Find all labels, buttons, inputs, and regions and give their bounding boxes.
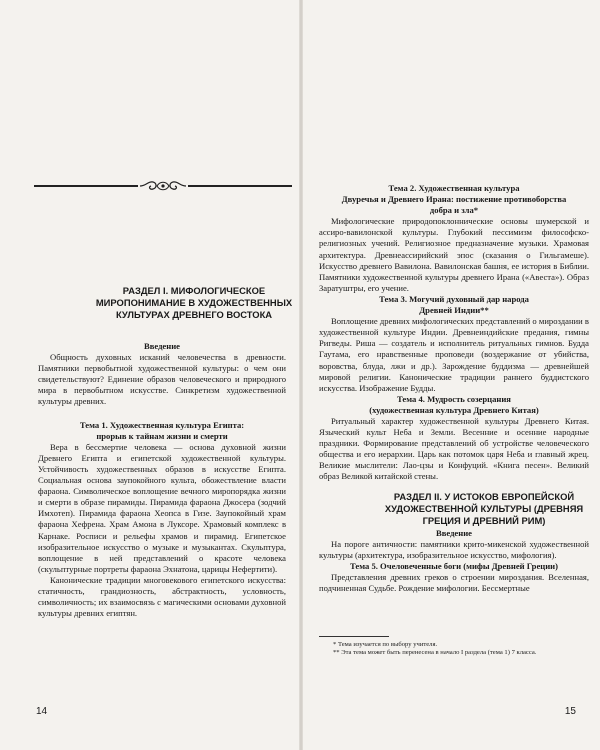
page-number: 14 (36, 706, 48, 717)
page-number: 15 (564, 706, 576, 717)
section-title: РАЗДЕЛ I. МИФОЛОГИЧЕСКОЕ МИРОПОНИМАНИЕ В ХУДОЖЕСТВЕННЫХ КУЛЬТУРАХ ДРЕВНЕГО ВОСТОКА (95, 285, 293, 320)
topic5-heading: Тема 5. Очеловеченные боги (мифы Древней Греции) (350, 560, 558, 571)
topic2-heading: Тема 2. Художественная культура (388, 183, 520, 193)
footnote-rule (319, 636, 389, 637)
topic3-subheading: Древней Индии** (419, 305, 489, 316)
left-page (0, 0, 299, 750)
topic4-subheading: (художественная культура Древнего Китая) (369, 404, 539, 415)
topic1-paragraph-2: Канонические традиции многовекового египетского искусства: статичность, грандиозность, абстрактность, условность, символичность; их взаимосвязь с магическими основами духовной культуры древних египтян. (38, 574, 286, 619)
footnotes (319, 636, 589, 657)
topic4-heading: Тема 4. Мудрость созерцания (397, 393, 511, 404)
topic5-paragraph: Представления древних греков о строении мироздания. Вселенная, подчиненная Судьбе. Рождение мифологии. Бессмертные (319, 571, 589, 593)
intro-paragraph: На пороге античности: памятники крито-микенской художественной культуры (архитектура, изобразительное искусство, мифология). (319, 538, 589, 560)
intro-heading: Введение (144, 341, 180, 351)
footnote: * Тема изучается по выбору учителя. (333, 641, 438, 648)
topic3-heading: Тема 3. Могучий духовный дар народа (379, 293, 529, 304)
footnote: ** Эта тема может быть перенесена в начало I раздела (тема 1) 7 класса. (333, 649, 537, 656)
right-page (303, 0, 600, 750)
topic2-paragraph: Мифологические природопоклоннические основы шумерской и ассиро-вавилонской культуры. Глубокий пессимизм философско-религиозных учений. Религиозное предназначение музыки. Храмовая архитектура. Древнеассирийский эпос (сказания о Гильгамеше). Искусство древнего Вавилона. Вавилонская башня, ее история в Библии. Памятники художественной культуры древнего Ирана («Авеста»). Образ Заратуштры, его учение. (319, 216, 589, 293)
topic1-heading: Тема 1. Художественная культура Египта: (79, 419, 245, 430)
topic1-paragraph: Вера в бессмертие человека — основа духовной жизни Древнего Египта и египетской художественной культуры. Устойчивость художественных образов в искусстве Египта. Социальная основа заупокойного культа, обожествление власти фараона. Символическое воплощение вечного миропорядка жизни и смерти в образе пирамиды. Пирамида фараона Джосера (зодчий Имхотеп). Пирамида фараона Хеопса в Гизе. Заупокойный храм фараона Хефрена. Храм Амона в Луксоре. Храмовый комплекс в Карнаке. Росписи и рельефы храмов и пирамид. Египетское изобразительное искусство о музыке и музыкантах. Скульптура, воплощение в ней представлений о красоте человека (скульптурные портреты фараона Эхнатона, царицы Нефертити). (38, 441, 286, 574)
intro-paragraph: Общность духовных исканий человечества в древности. Памятники первобытной художественной культуры: о чем они свидетельствуют? Единение образов человеческого и природного мира в первобытном искусстве. Синкретизм художественной культуры древних. (38, 352, 286, 407)
intro-heading: Введение (436, 527, 472, 538)
topic3-paragraph: Воплощение древних мифологических представлений о мироздании в художественной культуре Индии. Древнеиндийские предания, гимны Ригведы. Риша — создатель и исполнитель ритуальных гимнов. Будда Гаутама, его нравственные проповеди (воздержание от убийства, воровства, блуда, лжи и др.). Зарождение буддизма — древнейшей мировой религии. Канонические традиции раннего буддистского искусства. Изображение Будды. (319, 316, 589, 393)
flourish-divider-icon (34, 178, 292, 194)
topic2-subheading-2: добра и зла* (429, 205, 479, 216)
topic1-subheading: прорыв к тайнам жизни и смерти (96, 430, 228, 441)
topic2-subheading: Двуречья и Древнего Ирана: постижение противоборства (341, 194, 567, 205)
left-text-column (38, 285, 293, 619)
topic4-paragraph: Ритуальный характер художественной культуры Древнего Китая. Языческий культ Неба и Земли. Весенние и осенние народные праздники. Формирование представлений об устройстве человеческого общества и его иерархии. Царь как потомок царя Неба и главный жрец. Великие мыслители: Лао-цзы и Конфуций. «Книга песен». Великий образ Великой китайской стены. (319, 415, 589, 482)
right-text-column (319, 183, 589, 594)
section2-title: РАЗДЕЛ II. У ИСТОКОВ ЕВРОПЕЙСКОЙ ХУДОЖЕСТВЕННОЙ КУЛЬТУРЫ (ДРЕВНЯЯ ГРЕЦИЯ И ДРЕВНИЙ РИМ) (384, 490, 584, 526)
